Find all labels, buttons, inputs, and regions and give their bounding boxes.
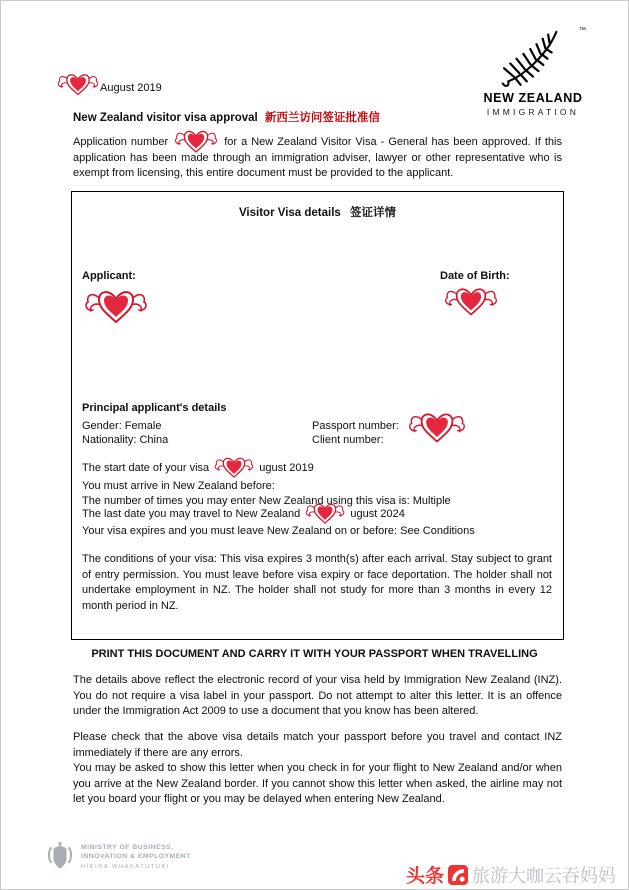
nz-immigration-logo <box>474 27 592 117</box>
letter-date: August 2019 <box>100 82 162 94</box>
heart-redaction-icon <box>214 453 254 481</box>
mbie-line1: MINISTRY OF BUSINESS, <box>81 844 174 851</box>
electronic-record-paragraph: The details above reflect the electronic record of your visa held by Immigration New Zealand (INZ). You do not require a visa label in your passport. Do not attempt to alter this letter. It is an offence under the Immigration Act 2009 to use a document that you know has been altered. <box>73 674 562 717</box>
last-travel-date-line <box>82 508 405 520</box>
toutiao-logo-icon <box>448 865 468 885</box>
mbie-crest-icon <box>47 841 73 873</box>
visa-box-heading-zh: 签证详情 <box>350 207 397 219</box>
document-title <box>73 109 380 125</box>
passport-number-label: Passport number: <box>312 420 399 432</box>
heart-redaction-icon <box>444 280 498 322</box>
logo-text-new-zealand: NEW ZEALAND <box>483 91 583 105</box>
visa-expires-line: Your visa expires and you must leave New Zealand on or before: See Conditions <box>82 525 475 537</box>
visa-box-heading-en: Visitor Visa details <box>238 207 341 219</box>
toutiao-watermark <box>406 861 616 888</box>
heart-redaction-icon <box>84 282 148 330</box>
heart-redaction-icon <box>408 404 466 450</box>
heart-redaction-icon <box>57 69 99 99</box>
gender-row: Gender: Female <box>82 420 162 432</box>
mbie-line3: HĪKINA WHAKATUTUKI <box>81 864 170 870</box>
mbie-logo <box>47 841 191 873</box>
start-date-text: The start date of your visa <box>82 462 210 474</box>
visa-conditions-paragraph: The conditions of your visa: This visa expires 3 month(s) after each arrival. Stay subject to grant of entry permission. You must leave before visa expiry or face deportation. The holder shall not undertake employment in NZ. The holder shall not study for more than 3 months in every 12 month period in NZ. <box>82 553 552 612</box>
logo-text-immigration: IMMIGRATION <box>486 107 580 117</box>
visa-box-heading <box>72 204 563 220</box>
last-date-text: The last date you may travel to New Zealand <box>82 508 301 520</box>
applicant-label: Applicant: <box>82 270 136 282</box>
visa-start-date-line <box>82 462 314 474</box>
trademark-symbol: ™ <box>579 27 586 34</box>
mbie-text <box>81 844 191 870</box>
intro-paragraph <box>73 135 562 182</box>
entries-line: The number of times you may enter New Zealand using this visa is: Multiple <box>82 495 451 507</box>
last-date-tail: ugust 2024 <box>350 508 405 520</box>
start-date-tail: ugust 2019 <box>259 462 314 474</box>
silver-fern-icon <box>496 27 570 89</box>
visa-details-box <box>71 191 564 640</box>
mbie-line2: INNOVATION & EMPLOYMENT <box>81 852 191 860</box>
show-letter-paragraph: You may be asked to show this letter when you check in for your flight to New Zealand and/or when you arrive at the New Zealand border. If you cannot show this letter when asked, the airline may not let you board your flight or you may be delayed when entering New Zealand. <box>73 762 562 805</box>
check-details-paragraph: Please check that the above visa details match your passport before you travel and contact INZ immediately if there are any errors. <box>73 731 562 759</box>
client-number-label: Client number: <box>312 434 384 446</box>
nationality-row: Nationality: China <box>82 434 169 446</box>
arrive-before-line: You must arrive in New Zealand before: <box>82 480 275 492</box>
principal-details-heading: Principal applicant's details <box>82 402 227 414</box>
document-title-zh: 新西兰访问签证批准信 <box>264 112 380 124</box>
intro-after-redaction: for a New Zealand Visitor Visa - General has been approved. If this application has been made through an immigration adviser, lawyer or other representative who is exempt from licensing, this entire document must be provided to the applicant. <box>73 136 562 179</box>
toutiao-brand-text: 头条 <box>405 866 444 887</box>
print-notice: PRINT THIS DOCUMENT AND CARRY IT WITH YOUR PASSPORT WHEN TRAVELLING <box>91 648 538 660</box>
date-of-birth-label: Date of Birth: <box>440 270 510 282</box>
intro-before-redaction: Application number <box>73 136 169 148</box>
heart-redaction-icon <box>305 499 345 527</box>
document-title-en: New Zealand visitor visa approval <box>73 112 258 124</box>
watermark-handle: 旅游大咖云吞妈妈 <box>472 865 616 886</box>
